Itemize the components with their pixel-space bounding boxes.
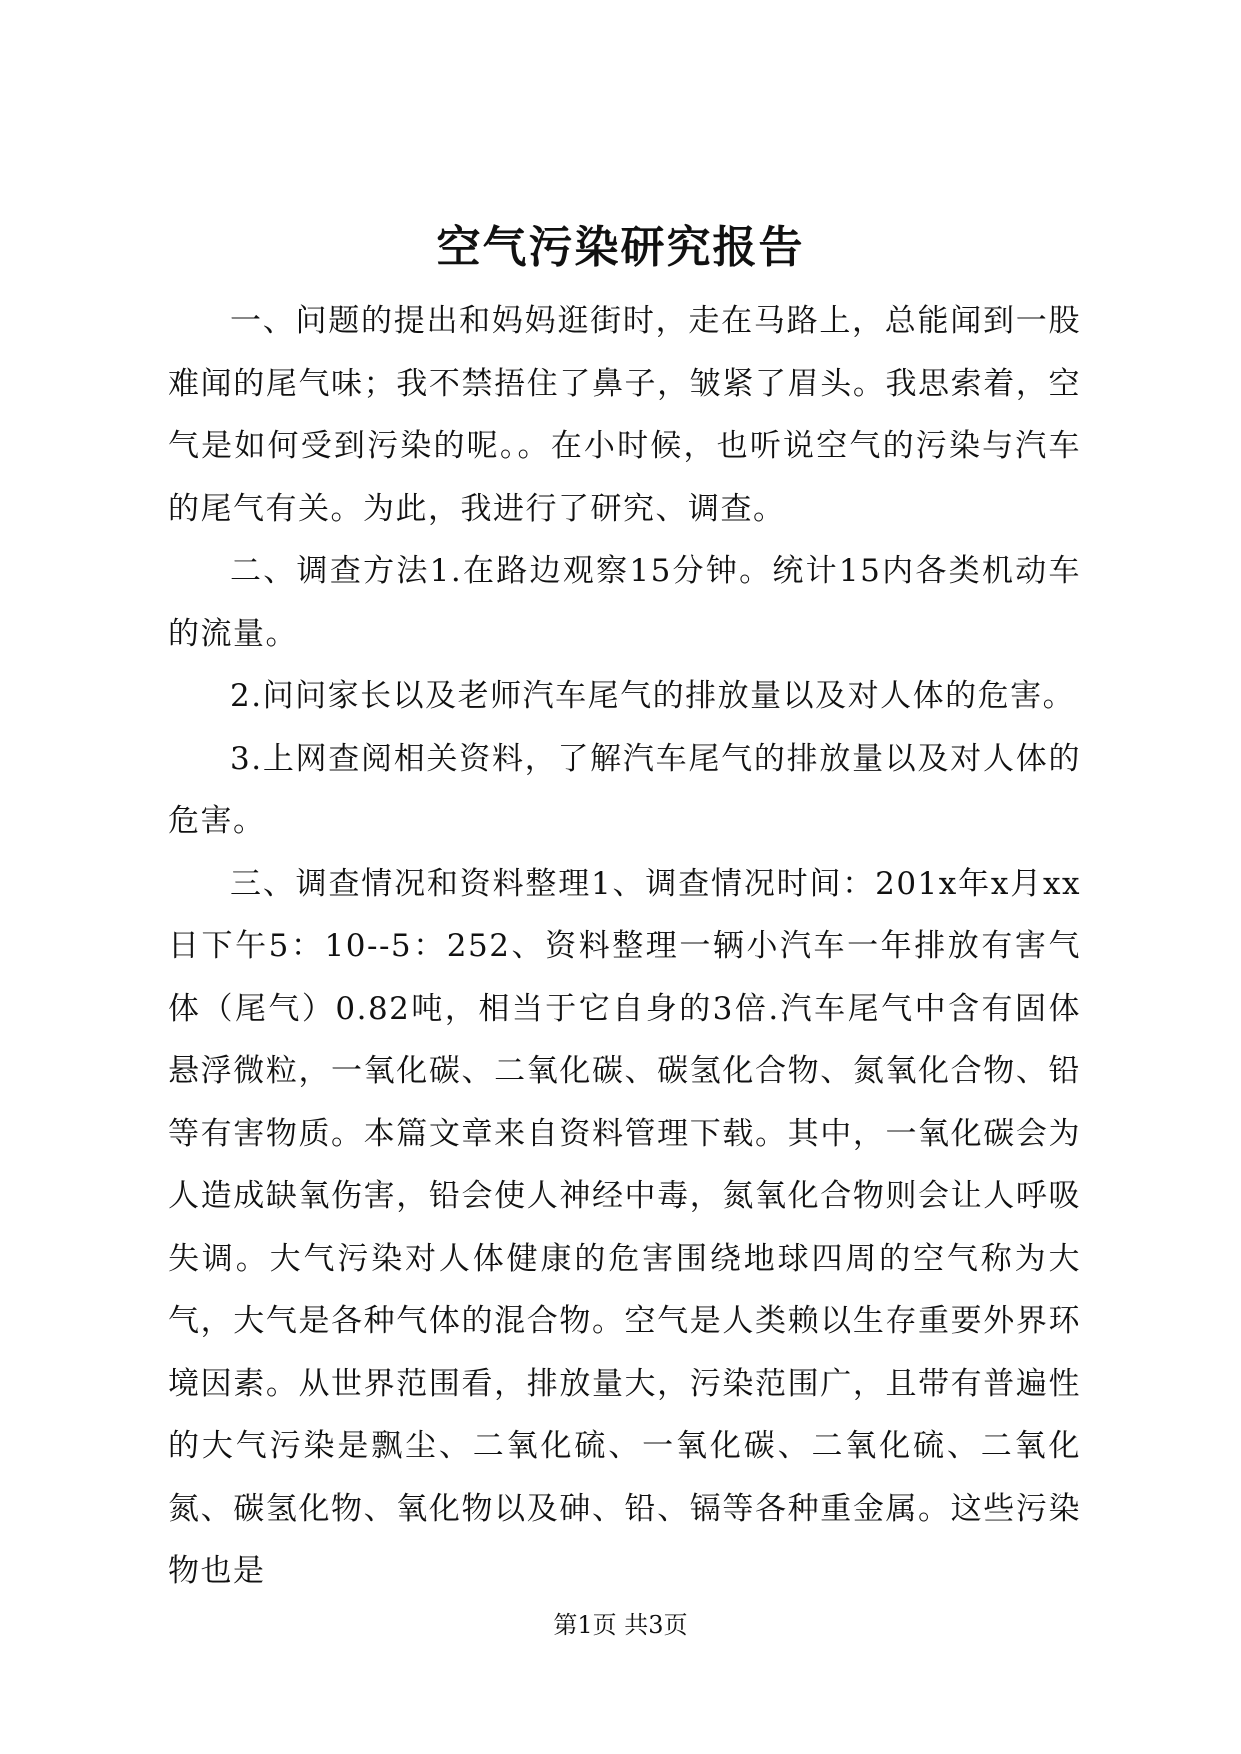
paragraph: 三、调查情况和资料整理1、调查情况时间：201x年x月xx日下午5：10--5：252、资料整理一辆小汽车一年排放有害气体（尾气）0.82吨，相当于它自身的3倍.汽车尾气中含有固体悬浮微粒，一氧化碳、二氧化碳、碳氢化合物、氮氧化合物、铅等有害物质。本篇文章来自资料管理下载。其中，一氧化碳会为人造成缺氧伤害，铅会使人神经中毒，氮氧化合物则会让人呼吸失调。大气污染对人体健康的危害围绕地球四周的空气称为大气，大气是各种气体的混合物。空气是人类赖以生存重要外界环境因素。从世界范围看，排放量大，污染范围广，且带有普遍性的大气污染是飘尘、二氧化硫、一氧化碳、二氧化硫、二氧化氮、碳氢化物、氧化物以及砷、铅、镉等各种重金属。这些污染物也是 xyxy=(168,865,1081,1589)
document-body xyxy=(168,290,1081,1603)
paragraph: 2.问问家长以及老师汽车尾气的排放量以及对人体的危害。 xyxy=(230,678,1076,714)
document-title: 空气污染研究报告 xyxy=(436,222,805,273)
paragraph: 二、调查方法1.在路边观察15分钟。统计15内各类机动车的流量。 xyxy=(168,553,1081,652)
paragraph: 一、问题的提出和妈妈逛街时，走在马路上，总能闻到一股难闻的尾气味；我不禁捂住了鼻子，皱紧了眉头。我思索着，空气是如何受到污染的呢。。在小时候，也听说空气的污染与汽车的尾气有关。为此，我进行了研究、调查。 xyxy=(168,303,1081,527)
page-footer: 第1页 共3页 xyxy=(553,1611,688,1639)
paragraph: 3.上网查阅相关资料，了解汽车尾气的排放量以及对人体的危害。 xyxy=(168,740,1081,839)
